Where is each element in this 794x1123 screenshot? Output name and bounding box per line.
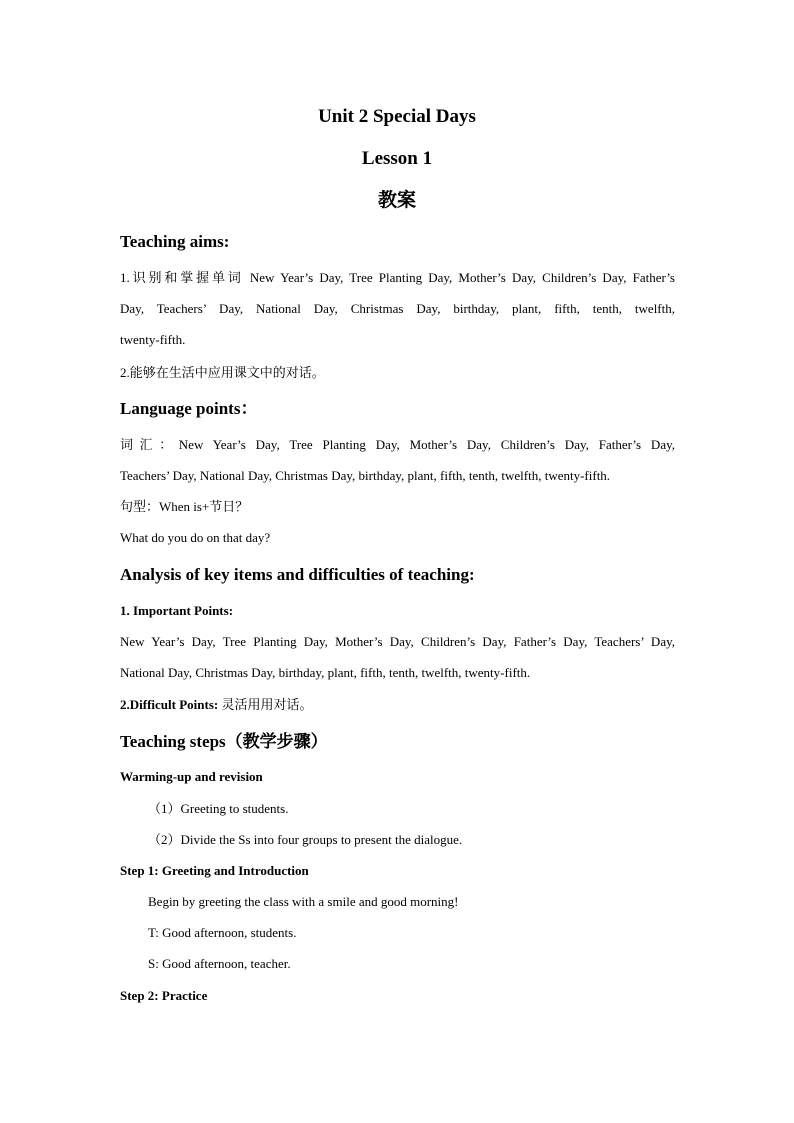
step1-line2: T: Good afternoon, students. <box>148 925 297 940</box>
step1-heading: Step 1: Greeting and Introduction <box>120 863 309 878</box>
sentence-pattern-1: 句型：When is+节日？ <box>120 499 249 514</box>
step1-line3: S: Good afternoon, teacher. <box>148 956 291 971</box>
vocab-line2: Teachers’ Day, National Day, Christmas Day, birthday, plant, fifth, tenth, twelfth, twenty-fifth. <box>120 468 611 483</box>
aims-item1-line2: Day, Teachers’ Day, National Day, Christmas Day, birthday, plant, fifth, tenth, twelfth, <box>120 301 675 316</box>
step1-line1: Begin by greeting the class with a smile and good morning! <box>148 894 459 909</box>
important-points-heading: 1. Important Points: <box>120 603 234 618</box>
important-line2: National Day, Christmas Day, birthday, plant, fifth, tenth, twelfth, twenty-fifth. <box>120 665 531 680</box>
teaching-steps-heading: Teaching steps（教学步骤） <box>120 732 328 751</box>
difficult-points-label: 2.Difficult Points: <box>120 697 219 712</box>
difficult-points-text: 灵活用用对话。 <box>218 697 313 712</box>
lesson-title: Lesson 1 <box>361 148 433 169</box>
warming-item-1: （1）Greeting to students. <box>148 801 289 816</box>
unit-title: Unit 2 Special Days <box>318 106 476 127</box>
plan-subtitle: 教案 <box>377 190 416 211</box>
language-points-heading: Language points： <box>120 399 258 418</box>
analysis-heading: Analysis of key items and difficulties of teaching: <box>120 565 475 584</box>
teaching-aims-heading: Teaching aims: <box>120 232 230 251</box>
vocab-line1: 词汇：New Year’s Day, Tree Planting Day, Mother’s Day, Children’s Day, Father’s Day, <box>120 437 675 452</box>
difficult-points <box>120 696 312 714</box>
aims-item1-line3: twenty-fifth. <box>120 332 186 347</box>
sentence-pattern-2: What do you do on that day? <box>120 530 271 545</box>
important-line1: New Year’s Day, Tree Planting Day, Mother’s Day, Children’s Day, Father’s Day, Teachers’ Day, <box>120 634 675 649</box>
aims-item1-line1: 1.识别和掌握单词 New Year’s Day, Tree Planting Day, Mother’s Day, Children’s Day, Father’s <box>120 270 675 285</box>
warming-item-2: （2）Divide the Ss into four groups to present the dialogue. <box>148 832 463 847</box>
step2-heading: Step 2: Practice <box>120 988 208 1003</box>
aims-item2: 2.能够在生活中应用课文中的对话。 <box>120 365 325 380</box>
warming-up-heading: Warming-up and revision <box>120 769 263 784</box>
